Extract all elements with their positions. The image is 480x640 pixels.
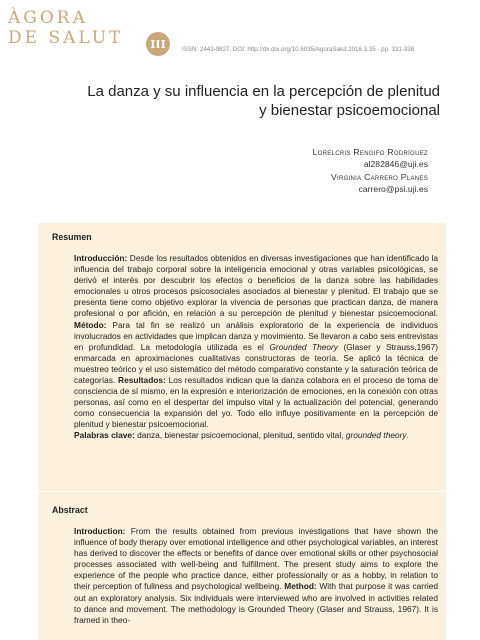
author-1-name: Lorelcris Rengifo Rodríguez bbox=[312, 147, 428, 157]
author-2 bbox=[331, 171, 428, 195]
resumen-keywords bbox=[74, 430, 438, 441]
issn-doi-line: ISSN: 2443-9827. DOI: http://dx.doi.org/10.6035/AgoraSalut.2016.3.35 - pp. 331-338 bbox=[182, 46, 415, 53]
logo-line-1: ÀGORA bbox=[8, 8, 88, 28]
abstract-method-text: With that purpose it was carried out an exploratory analysis. Six individuals were interviewed who are involved in activities related to dance and movement. The methodology is Grounded Theory (Glaser and Strauss, 1967). It is framed in theo- bbox=[74, 581, 438, 625]
title-line-2: y bienestar psicoemocional bbox=[259, 102, 440, 119]
author-2-name: Virginia Carrero Planes bbox=[330, 172, 428, 182]
author-2-email[interactable]: carrero@psi.uji.es bbox=[358, 184, 428, 194]
abstract-intro-text: From the results obtained from previous investigations that have shown the influence of body therapy over emotional intelligence and other psychological variables, an interest has derived to discover the effects or benefits of dance over emotional skills or other psychosocial processes associated with well-being and fulfillment. The present study aims to explore the experience of the people who practice dance, either professionally or as a hobby, in relation to their perception of fullness and psychological wellbeing. bbox=[74, 526, 438, 592]
author-1 bbox=[313, 146, 428, 170]
resumen-intro-text: Desde los resultados obtenidos en diversas investigaciones que han identificado la influencia del trabajo corporal sobre la inteligencia emocional y otras variables psicológicas, se derivó el interés por descubrir los efectos o beneficios de la danza sobre las habilidades emocionales u otros procesos psicosociales asociados al bienestar y plenitud. El trabajo que se presenta tiene como objetivo explorar la vivencia de personas que practican danza, de manera profesional o por afición, en relación a su percepción de plenitud y bienestar psicoemocional. bbox=[74, 253, 438, 319]
abstract-intro-label: Introduction: bbox=[74, 526, 126, 536]
logo-line-2: DE SALUT bbox=[8, 28, 124, 48]
resumen-results-label: Resultados: bbox=[115, 375, 166, 386]
resumen-heading: Resumen bbox=[52, 232, 92, 242]
resumen-body bbox=[74, 253, 438, 431]
summary-panel bbox=[38, 223, 446, 640]
abstract-body bbox=[74, 526, 438, 626]
keywords-label: Palabras clave: bbox=[74, 430, 135, 440]
keywords-italic: grounded theory bbox=[345, 430, 407, 440]
abstract-method-label: Method: bbox=[281, 581, 317, 592]
article-title bbox=[40, 82, 440, 120]
abstract-heading: Abstract bbox=[52, 505, 88, 515]
author-1-email[interactable]: al282846@uji.es bbox=[363, 159, 428, 169]
keywords-text: danza, bienestar psicoemocional, plenitud, sentido vital, bbox=[134, 430, 346, 440]
logo-badge: III bbox=[146, 32, 170, 56]
resumen-method-label: Método: bbox=[74, 319, 107, 330]
resumen-method-text-a: Para tal fin se realizó un análisis exploratorio de la experiencia de individuos involucrados en actividades que implican danza y movimiento. Se llevaron a cabo seis entrevistas en profundidad. La metodología utilizada es el bbox=[74, 319, 438, 352]
journal-logo bbox=[8, 8, 198, 56]
resumen-results-text: Los resultados indican que la danza colabora en el proceso de toma de consciencia de sí mismo, en la expresión e interiorización de emociones, en la conexión con otras personas, así como en el despertar del impulso vital y la actualización del potencial, generando como consecuencia la expansión del yo. Todo ello influye positivamente en la percepción de plenitud y bienestar psicoemocional. bbox=[74, 375, 438, 430]
section-divider bbox=[38, 491, 446, 492]
resumen-intro-label: Introducción: bbox=[74, 253, 128, 263]
resumen-method-italic: Grounded Theory bbox=[269, 341, 338, 352]
title-line-1: La danza y su influencia en la percepción de plenitud bbox=[87, 83, 440, 100]
keywords-end: . bbox=[406, 430, 409, 440]
resumen-method-text-b: (Glaser y Strauss,1967) enmarcada en aproximaciones cualitativas constructoras de teoría. Se aplicó la técnica de muestreo teórico y el uso sistemático del método comparativo constante y la saturación teórica de categorías. bbox=[74, 341, 438, 386]
